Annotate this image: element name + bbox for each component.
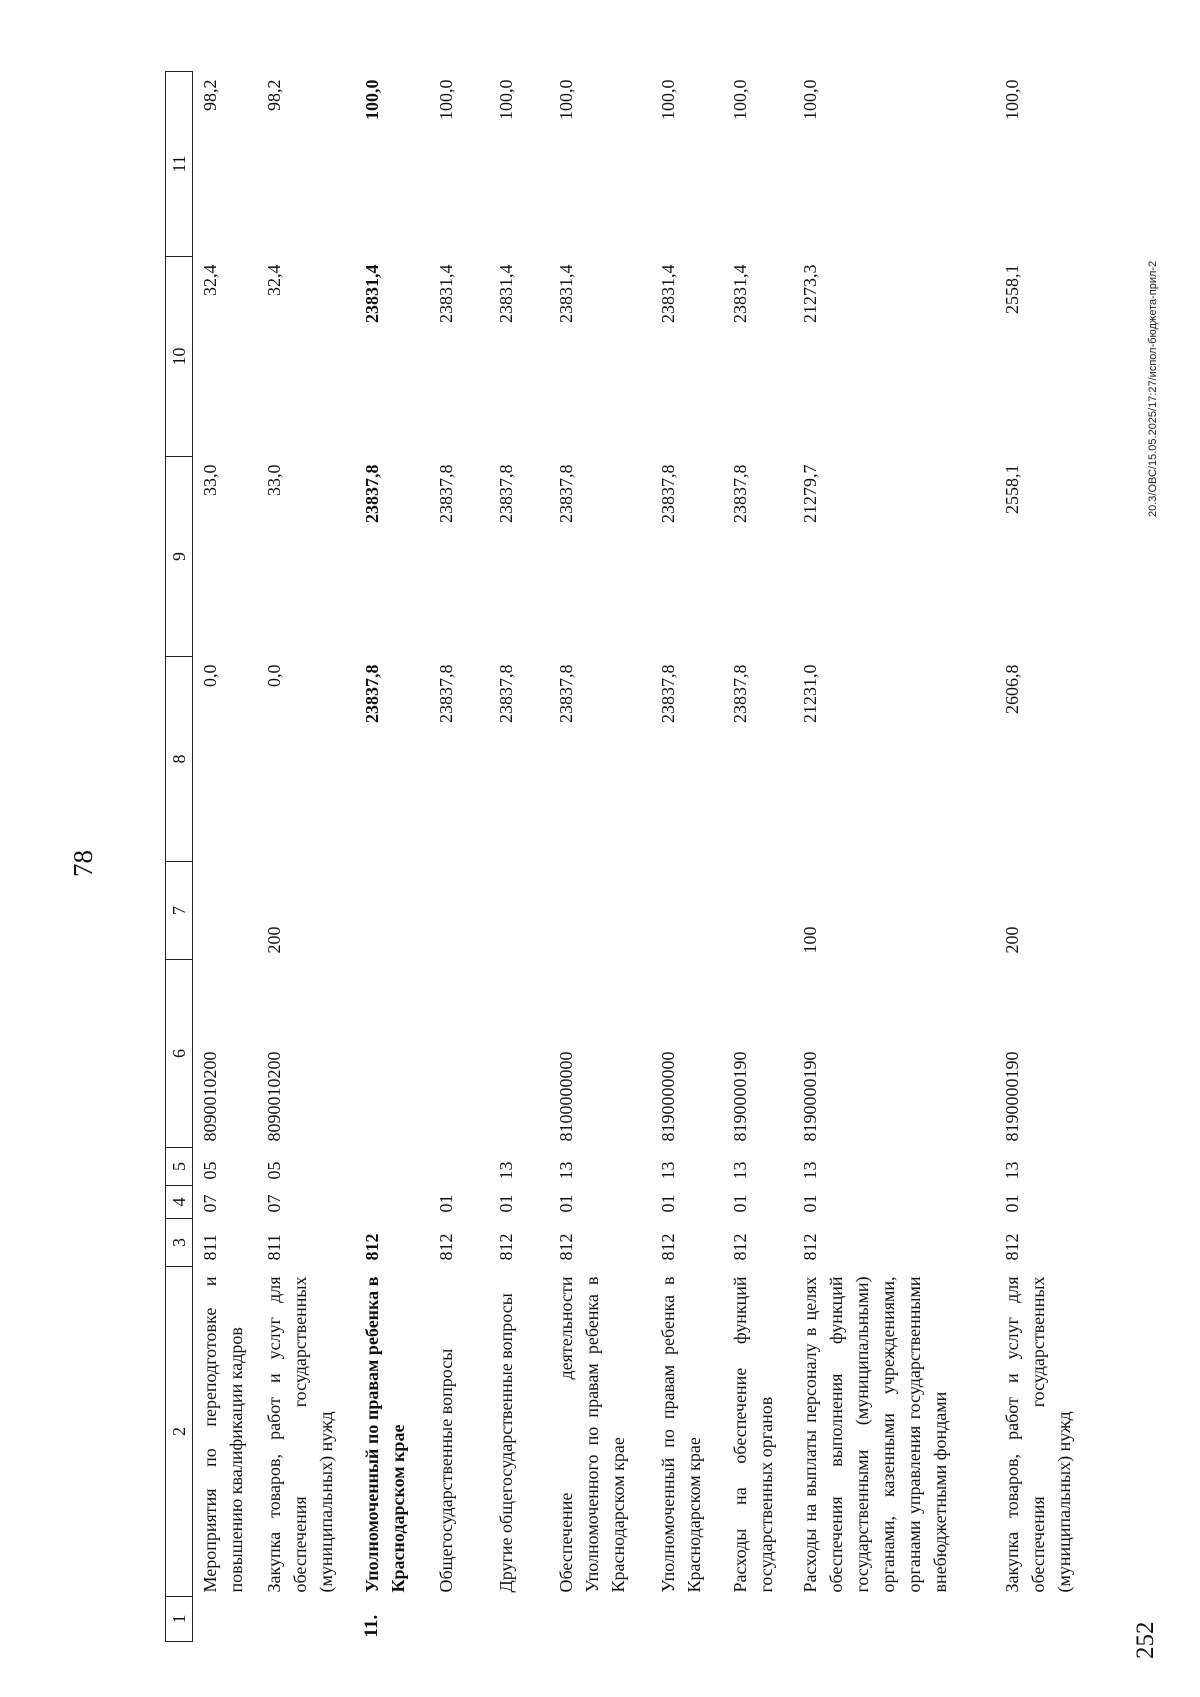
cell-c6: 8190000000 xyxy=(658,1051,678,1142)
row-index xyxy=(193,1597,258,1642)
table-row xyxy=(489,72,549,1642)
cell-c6 xyxy=(429,960,489,1148)
cell-c9: 23837,8 xyxy=(436,464,456,523)
cell-c4: 01 xyxy=(556,1194,576,1213)
cell-c3: 812 xyxy=(362,1233,382,1261)
row-index xyxy=(549,1597,651,1642)
row-name: Другие общегосударственные вопросы xyxy=(496,1293,516,1593)
header-cell: 10 xyxy=(166,257,193,457)
table-row xyxy=(651,72,723,1642)
cell-c5: 13 xyxy=(556,1161,576,1180)
cell-c11: 100,0 xyxy=(658,79,678,120)
header-cell: 9 xyxy=(166,457,193,657)
header-cell: 6 xyxy=(166,960,193,1148)
cell-c10: 23831,4 xyxy=(730,264,750,323)
header-cell: 3 xyxy=(166,1219,193,1267)
table-row xyxy=(429,72,489,1642)
cell-c10: 23831,4 xyxy=(496,264,516,323)
cell-c9: 2558,1 xyxy=(1002,464,1022,514)
row-name: Расходы на обеспечение функций государственных органов xyxy=(730,1276,776,1593)
cell-c10: 23831,4 xyxy=(436,264,456,323)
cell-c8: 23837,8 xyxy=(362,664,382,723)
cell-c8: 0,0 xyxy=(264,664,284,687)
row-name: Уполномоченный по правам ребенка в Краснодарском крае xyxy=(658,1276,704,1593)
page-number: 78 xyxy=(68,850,98,877)
table-row xyxy=(723,72,793,1642)
cell-c9: 33,0 xyxy=(264,464,284,496)
cell-c9: 23837,8 xyxy=(658,464,678,523)
cell-c5: 05 xyxy=(200,1161,220,1180)
cell-c3: 812 xyxy=(800,1233,820,1261)
cell-c4: 07 xyxy=(200,1194,220,1213)
cell-c5 xyxy=(429,1148,489,1186)
cell-c11: 100,0 xyxy=(800,79,820,120)
cell-c8: 2606,8 xyxy=(1002,664,1022,714)
cell-c8: 23837,8 xyxy=(556,664,576,723)
row-name: Обеспечение деятельности Уполномоченного по правам ребенка в Краснодарском крае xyxy=(556,1276,628,1593)
cell-c11: 100,0 xyxy=(1002,79,1022,120)
header-cell: 1 xyxy=(166,1597,193,1642)
cell-c5 xyxy=(355,1148,429,1186)
table-row xyxy=(995,72,1095,1642)
cell-c3: 812 xyxy=(436,1233,456,1261)
cell-c8: 23837,8 xyxy=(496,664,516,723)
row-index: 11. xyxy=(361,1614,382,1638)
row-index xyxy=(429,1597,489,1642)
cell-c4: 01 xyxy=(730,1194,750,1213)
cell-c6: 8090010200 xyxy=(200,1051,220,1142)
cell-c10: 2558,1 xyxy=(1002,264,1022,314)
header-cell: 11 xyxy=(166,72,193,257)
cell-c8: 21231,0 xyxy=(800,664,820,723)
cell-c8: 23837,8 xyxy=(730,664,750,723)
cell-c3: 812 xyxy=(730,1233,750,1261)
row-name: Закупка товаров, работ и услуг для обеспечения государственных (муниципальных) нужд xyxy=(264,1276,336,1593)
row-index xyxy=(793,1597,995,1642)
cell-c11: 100,0 xyxy=(556,79,576,120)
cell-c10: 32,4 xyxy=(200,264,220,296)
cell-c6: 8100000000 xyxy=(556,1051,576,1142)
cell-c4: 07 xyxy=(264,1194,284,1213)
cell-c9: 21279,7 xyxy=(800,464,820,523)
row-name: Мероприятия по переподготовке и повышению квалификации кадров xyxy=(200,1276,246,1593)
cell-c7 xyxy=(549,862,651,960)
row-index xyxy=(651,1597,723,1642)
cell-c8: 23837,8 xyxy=(658,664,678,723)
cell-c11: 100,0 xyxy=(496,79,516,120)
cell-c10: 23831,4 xyxy=(556,264,576,323)
side-page-number: 252 xyxy=(1132,1621,1159,1659)
cell-c9: 33,0 xyxy=(200,464,220,496)
cell-c11: 98,2 xyxy=(200,79,220,111)
cell-c3: 812 xyxy=(1002,1233,1022,1261)
cell-c6: 8090010200 xyxy=(264,1051,284,1142)
row-index xyxy=(995,1597,1095,1642)
cell-c5: 13 xyxy=(800,1161,820,1180)
cell-c6: 8190000190 xyxy=(730,1051,750,1142)
table-row xyxy=(355,72,429,1642)
cell-c3: 812 xyxy=(658,1233,678,1261)
cell-c4: 01 xyxy=(1002,1194,1022,1213)
row-index xyxy=(723,1597,793,1642)
cell-c11: 100,0 xyxy=(362,79,382,120)
cell-c9: 23837,8 xyxy=(496,464,516,523)
row-index xyxy=(489,1597,549,1642)
cell-c7 xyxy=(489,862,549,960)
cell-c4: 01 xyxy=(658,1194,678,1213)
table-row xyxy=(549,72,651,1642)
cell-c11: 100,0 xyxy=(436,79,456,120)
cell-c3: 811 xyxy=(264,1234,284,1261)
cell-c5: 13 xyxy=(1002,1161,1022,1180)
cell-c5: 13 xyxy=(730,1161,750,1180)
cell-c10: 23831,4 xyxy=(362,264,382,323)
row-name: Закупка товаров, работ и услуг для обеспечения государственных (муниципальных) нужд xyxy=(1002,1276,1074,1593)
header-cell: 4 xyxy=(166,1186,193,1219)
header-cell: 5 xyxy=(166,1148,193,1186)
cell-c11: 100,0 xyxy=(730,79,750,120)
cell-c3: 812 xyxy=(556,1233,576,1261)
table-row xyxy=(793,72,995,1642)
cell-c7 xyxy=(193,862,258,960)
cell-c7 xyxy=(651,862,723,960)
cell-c4: 01 xyxy=(496,1194,516,1213)
cell-c7: 200 xyxy=(264,926,284,954)
cell-c5: 13 xyxy=(496,1161,516,1180)
row-name: Уполномоченный по правам ребенка в Краснодарском крае xyxy=(362,1276,408,1593)
footer-code: 20.3/ОВС/15.05.2025/17:27/испол-бюджета-прил-2 xyxy=(1147,260,1159,517)
row-name: Расходы на выплаты персоналу в целях обеспечения выполнения функций государственными (муниципальными) органами, казенными учреждениями, органами управления государственными внебюджетными фондами xyxy=(800,1276,950,1593)
table-header-row xyxy=(166,72,193,1642)
cell-c9: 23837,8 xyxy=(730,464,750,523)
cell-c10: 21273,3 xyxy=(800,264,820,323)
cell-c8: 23837,8 xyxy=(436,664,456,723)
cell-c10: 32,4 xyxy=(264,264,284,296)
table-row xyxy=(193,72,258,1642)
cell-c3: 812 xyxy=(496,1233,516,1261)
cell-c8: 0,0 xyxy=(200,664,220,687)
cell-c9: 23837,8 xyxy=(362,464,382,523)
header-cell: 8 xyxy=(166,657,193,862)
cell-c7 xyxy=(723,862,793,960)
cell-c11: 98,2 xyxy=(264,79,284,111)
cell-c4: 01 xyxy=(436,1194,456,1213)
table-row xyxy=(257,72,355,1642)
cell-c6: 8190000190 xyxy=(800,1051,820,1142)
cell-c9: 23837,8 xyxy=(556,464,576,523)
cell-c6 xyxy=(355,960,429,1148)
cell-c4: 01 xyxy=(800,1194,820,1213)
header-cell: 2 xyxy=(166,1267,193,1597)
cell-c5: 13 xyxy=(658,1161,678,1180)
cell-c3: 811 xyxy=(200,1234,220,1261)
cell-c7 xyxy=(429,862,489,960)
row-index xyxy=(257,1597,355,1642)
cell-c7 xyxy=(355,862,429,960)
cell-c4 xyxy=(355,1186,429,1219)
cell-c7: 100 xyxy=(800,926,820,954)
cell-c6 xyxy=(489,960,549,1148)
cell-c6: 8190000190 xyxy=(1002,1051,1022,1142)
row-name: Общегосударственные вопросы xyxy=(436,1348,456,1593)
cell-c5: 05 xyxy=(264,1161,284,1180)
header-cell: 7 xyxy=(166,862,193,960)
cell-c10: 23831,4 xyxy=(658,264,678,323)
cell-c7: 200 xyxy=(1002,926,1022,954)
budget-table xyxy=(165,71,1095,1642)
